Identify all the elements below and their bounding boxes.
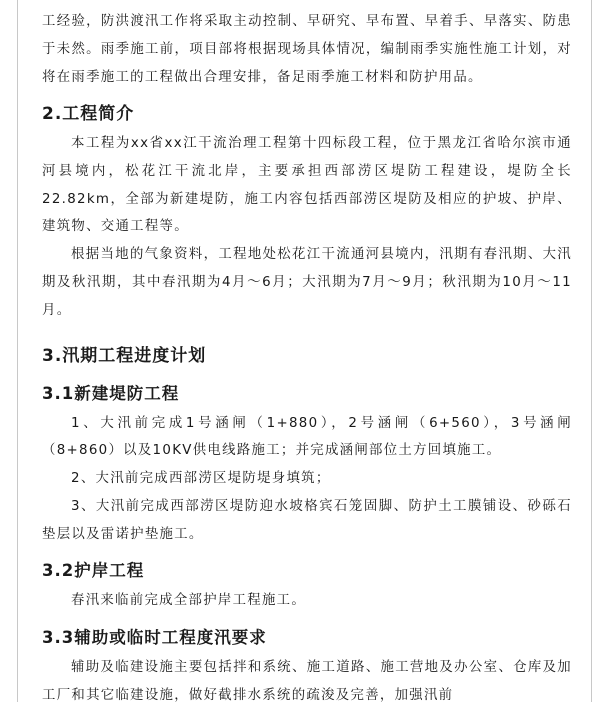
- page-left-edge: [17, 0, 18, 702]
- document-content: [42, 8, 572, 710]
- section-3-3-heading: 3.3辅助或临时工程度汛要求: [42, 628, 267, 648]
- section-3-2-heading: 3.2护岸工程: [42, 560, 145, 580]
- section-3-1-item-2: 2、大汛前完成西部涝区堤防堤身填筑；: [71, 471, 331, 487]
- page-right-edge: [591, 0, 592, 702]
- section-2-paragraph-1: 本工程为xx省xx江干流治理工程第十四标段工程，位于黑龙江省哈尔滨市通河县境内，松花江干流北岸，主要承担西部涝区堤防工程建设，堤防全长22.82km，全部为新建堤防，施工内容包括西部涝区堤防及相应的护坡、护岸、建筑物、交通工程等。: [42, 136, 572, 235]
- section-3-1-heading: 3.1新建堤防工程: [42, 383, 180, 403]
- intro-paragraph: 工经验，防洪渡汛工作将采取主动控制、早研究、早布置、早着手、早落实、防患于未然。雨季施工前，项目部将根据现场具体情况，编制雨季实施性施工计划，对将在雨季施工的工程做出合理安排，备足雨季施工材料和防护用品。: [42, 14, 572, 85]
- section-2-paragraph-2: 根据当地的气象资料，工程地处松花江干流通河县境内，汛期有春汛期、大汛期及秋汛期，其中春汛期为4月～6月；大汛期为7月～9月；秋汛期为10月～11月。: [42, 247, 572, 318]
- section-3-1-item-1: 1、大汛前完成1号涵闸（1+880），2号涵闸（6+560），3号涵闸（8+860）以及10KV供电线路施工；并完成涵闸部位土方回填施工。: [42, 415, 572, 459]
- section-3-2-paragraph: 春汛来临前完成全部护岸工程施工。: [71, 592, 307, 608]
- section-3-1-item-3: 3、大汛前完成西部涝区堤防迎水坡格宾石笼固脚、防护土工膜铺设、砂砾石垫层以及雷诺护垫施工。: [42, 498, 572, 542]
- section-2-heading: 2.工程简介: [42, 104, 135, 124]
- section-3-3-paragraph: 辅助及临建设施主要包括拌和系统、施工道路、施工营地及办公室、仓库及加工厂和其它临建设施，做好截排水系统的疏浚及完善，加强汛前: [42, 660, 572, 704]
- section-3-heading: 3.汛期工程进度计划: [42, 345, 207, 366]
